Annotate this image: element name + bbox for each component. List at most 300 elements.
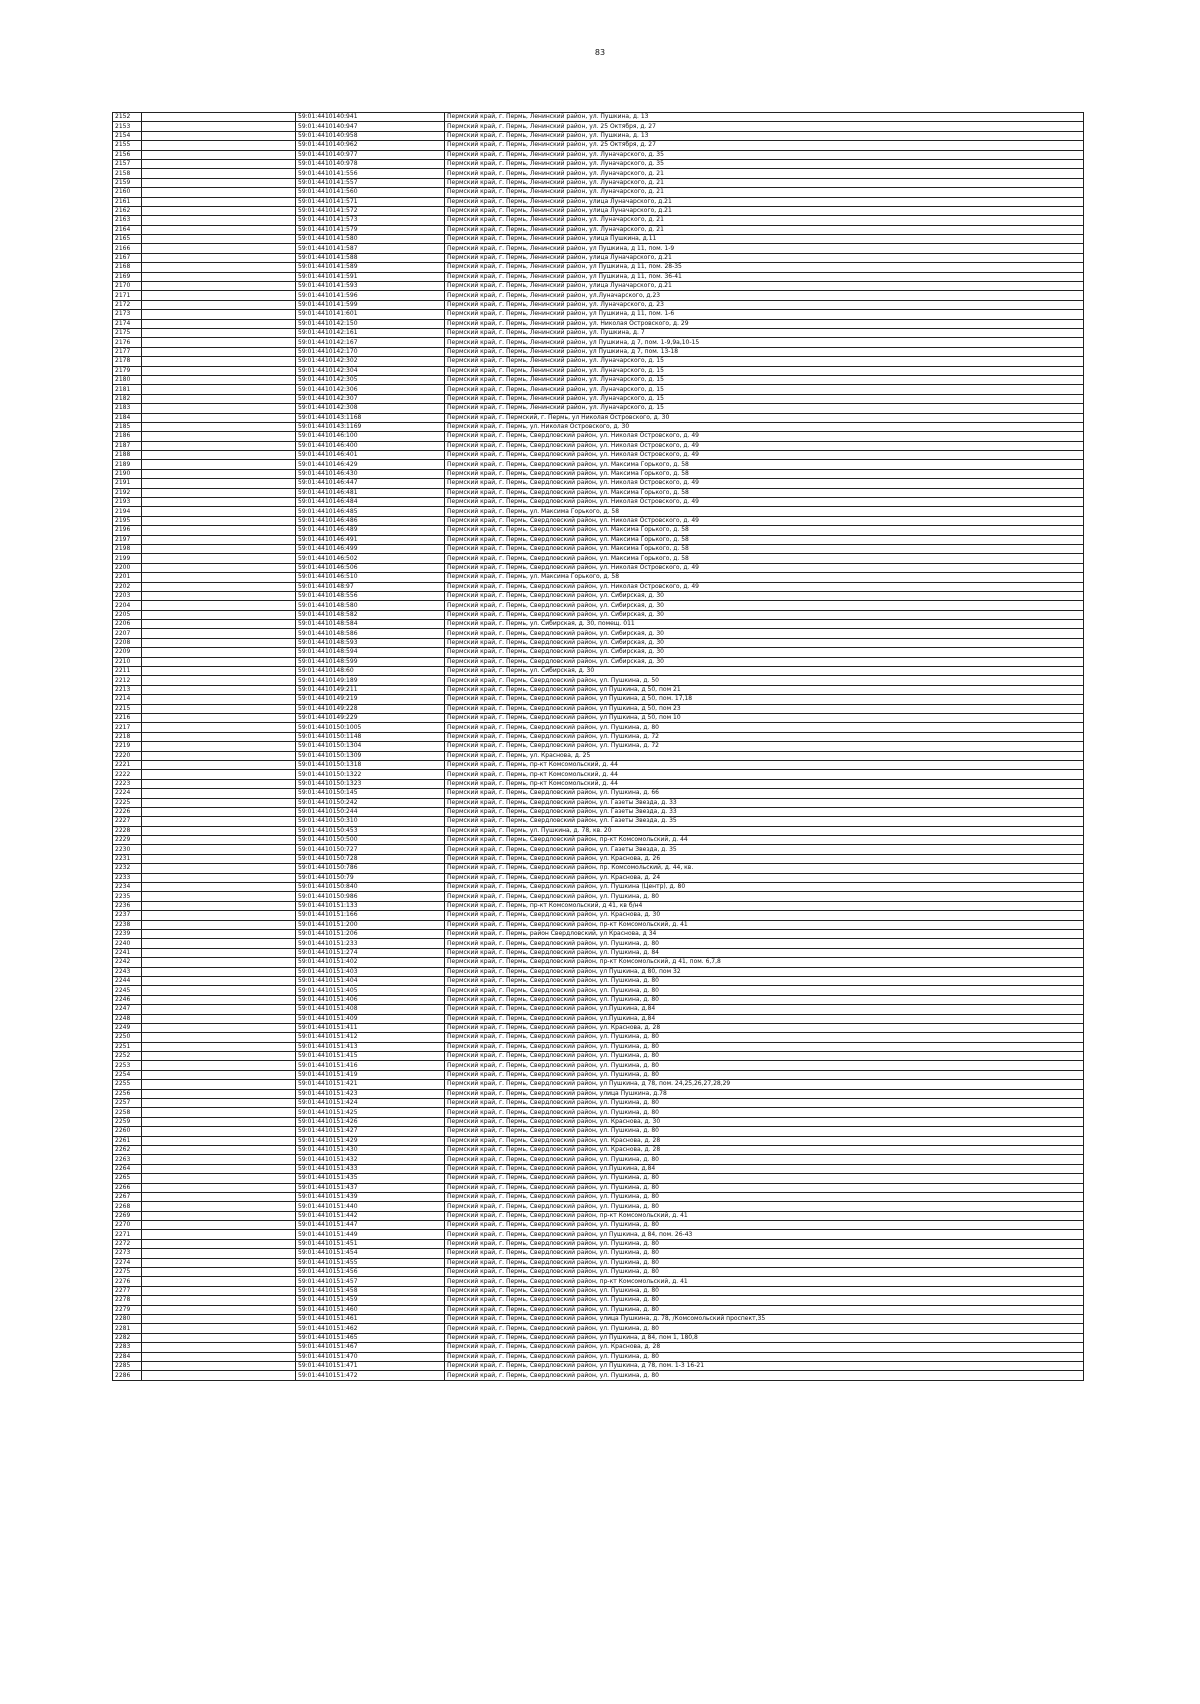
empty-cell (142, 516, 296, 525)
table-row (113, 394, 1084, 403)
address-cell: Пермский край, г. Пермь, Свердловский район, ул. Пушкина, д. 80 (445, 1239, 1084, 1248)
cadastral-number-cell: 59:01:4410142:306 (296, 385, 445, 394)
empty-cell (142, 1202, 296, 1211)
table-row (113, 751, 1084, 760)
address-cell: Пермский край, г. Пермь, Ленинский район, улица Луначарского, д.21 (445, 282, 1084, 291)
cadastral-number-cell: 59:01:4410150:500 (296, 836, 445, 845)
address-cell: Пермский край, г. Пермь, Свердловский район, ул. Пушкина, д. 80 (445, 1371, 1084, 1380)
address-cell: Пермский край, г. Пермь, Свердловский район, ул. Сибирская, д. 30 (445, 591, 1084, 600)
table-row (113, 1127, 1084, 1136)
empty-cell (142, 1371, 296, 1380)
cadastral-number-cell: 59:01:4410151:458 (296, 1286, 445, 1295)
table-row (113, 1371, 1084, 1380)
cadastral-number-cell: 59:01:4410150:310 (296, 817, 445, 826)
empty-cell (142, 535, 296, 544)
empty-cell (142, 1117, 296, 1126)
table-row (113, 1145, 1084, 1154)
table-row (113, 591, 1084, 600)
table-row (113, 413, 1084, 422)
address-cell: Пермский край, г. Пермь, Свердловский район, ул. Пушкина, д. 80 (445, 723, 1084, 732)
empty-cell (142, 479, 296, 488)
table-row (113, 695, 1084, 704)
address-cell: Пермский край, г. Пермь, Свердловский район, ул.Пушкина, д.84 (445, 1014, 1084, 1023)
row-number-cell: 2163 (113, 216, 142, 225)
row-number-cell: 2277 (113, 1286, 142, 1295)
cadastral-number-cell: 59:01:4410146:430 (296, 469, 445, 478)
table-row (113, 1192, 1084, 1201)
empty-cell (142, 1136, 296, 1145)
cadastral-number-cell: 59:01:4410151:427 (296, 1127, 445, 1136)
registry-table (112, 112, 1084, 1381)
empty-cell (142, 554, 296, 563)
table-row (113, 1023, 1084, 1032)
address-cell: Пермский край, г. Пермь, Свердловский район, ул. Пушкина, д. 72 (445, 732, 1084, 741)
table-row (113, 1277, 1084, 1286)
table-row (113, 638, 1084, 647)
cadastral-number-cell: 59:01:4410151:423 (296, 1089, 445, 1098)
row-number-cell: 2209 (113, 648, 142, 657)
row-number-cell: 2155 (113, 141, 142, 150)
cadastral-number-cell: 59:01:4410151:455 (296, 1258, 445, 1267)
table-row (113, 1052, 1084, 1061)
address-cell: Пермский край, г. Пермь, Свердловский район, ул. Николая Островского, д. 49 (445, 498, 1084, 507)
table-row (113, 1155, 1084, 1164)
empty-cell (142, 1286, 296, 1295)
table-row (113, 1305, 1084, 1314)
empty-cell (142, 488, 296, 497)
cadastral-number-cell: 59:01:4410150:1148 (296, 732, 445, 741)
empty-cell (142, 141, 296, 150)
empty-cell (142, 732, 296, 741)
cadastral-number-cell: 59:01:4410141:572 (296, 206, 445, 215)
cadastral-number-cell: 59:01:4410148:594 (296, 648, 445, 657)
row-number-cell: 2224 (113, 789, 142, 798)
row-number-cell: 2179 (113, 366, 142, 375)
row-number-cell: 2154 (113, 131, 142, 140)
address-cell: Пермский край, г. Пермь, Свердловский район, ул. Пушкина, д. 80 (445, 1258, 1084, 1267)
cadastral-number-cell: 59:01:4410151:233 (296, 939, 445, 948)
address-cell: Пермский край, г. Пермь, Ленинский район, улица Луначарского, д.21 (445, 206, 1084, 215)
row-number-cell: 2171 (113, 291, 142, 300)
empty-cell (142, 1164, 296, 1173)
cadastral-number-cell: 59:01:4410150:1322 (296, 770, 445, 779)
cadastral-number-cell: 59:01:4410151:461 (296, 1315, 445, 1324)
cadastral-number-cell: 59:01:4410140:978 (296, 159, 445, 168)
address-cell: Пермский край, г. Пермь, Свердловский район, ул.Пушкина, д.84 (445, 1005, 1084, 1014)
address-cell: Пермский край, г. Пермь, Свердловский район, ул. Пушкина, д. 84 (445, 948, 1084, 957)
address-cell: Пермский край, г. Пермь, Свердловский район, ул. Максима Горького, д. 58 (445, 469, 1084, 478)
address-cell: Пермский край, г. Пермь, Свердловский район, ул. Газеты Звезда, д. 33 (445, 807, 1084, 816)
table-row (113, 986, 1084, 995)
cadastral-number-cell: 59:01:4410146:502 (296, 554, 445, 563)
address-cell: Пермский край, г. Пермь, Свердловский район, ул.Пушкина, д.84 (445, 1164, 1084, 1173)
cadastral-number-cell: 59:01:4410151:435 (296, 1174, 445, 1183)
table-row (113, 1239, 1084, 1248)
cadastral-number-cell: 59:01:4410146:400 (296, 441, 445, 450)
empty-cell (142, 742, 296, 751)
empty-cell (142, 1211, 296, 1220)
table-row (113, 150, 1084, 159)
table-row (113, 1108, 1084, 1117)
address-cell: Пермский край, г. Пермь, Свердловский район, ул. Пушкина, д. 80 (445, 995, 1084, 1004)
row-number-cell: 2261 (113, 1136, 142, 1145)
empty-cell (142, 169, 296, 178)
cadastral-number-cell: 59:01:4410149:228 (296, 704, 445, 713)
cadastral-number-cell: 59:01:4410150:840 (296, 883, 445, 892)
table-row (113, 967, 1084, 976)
empty-cell (142, 1127, 296, 1136)
table-row (113, 601, 1084, 610)
row-number-cell: 2251 (113, 1042, 142, 1051)
address-cell: Пермский край, г. Пермь, Свердловский район, ул. Николая Островского, д. 49 (445, 441, 1084, 450)
cadastral-number-cell: 59:01:4410146:489 (296, 526, 445, 535)
empty-cell (142, 1230, 296, 1239)
row-number-cell: 2164 (113, 225, 142, 234)
table-row (113, 488, 1084, 497)
address-cell: Пермский край, г. Пермь, Ленинский район, ул Пушкина, д 7, пом. 1-9,9а,10-15 (445, 338, 1084, 347)
empty-cell (142, 760, 296, 769)
row-number-cell: 2160 (113, 188, 142, 197)
empty-cell (142, 422, 296, 431)
row-number-cell: 2192 (113, 488, 142, 497)
cadastral-number-cell: 59:01:4410151:454 (296, 1249, 445, 1258)
table-row (113, 676, 1084, 685)
empty-cell (142, 817, 296, 826)
table-row (113, 929, 1084, 938)
row-number-cell: 2196 (113, 526, 142, 535)
address-cell: Пермский край, г. Пермь, Свердловский район, ул. Сибирская, д. 30 (445, 601, 1084, 610)
empty-cell (142, 1033, 296, 1042)
row-number-cell: 2248 (113, 1014, 142, 1023)
empty-cell (142, 188, 296, 197)
cadastral-number-cell: 59:01:4410148:582 (296, 610, 445, 619)
row-number-cell: 2223 (113, 779, 142, 788)
row-number-cell: 2152 (113, 113, 142, 122)
cadastral-number-cell: 59:01:4410150:1005 (296, 723, 445, 732)
row-number-cell: 2199 (113, 554, 142, 563)
row-number-cell: 2271 (113, 1230, 142, 1239)
table-row (113, 958, 1084, 967)
empty-cell (142, 1192, 296, 1201)
row-number-cell: 2274 (113, 1258, 142, 1267)
cadastral-number-cell: 59:01:4410146:491 (296, 535, 445, 544)
cadastral-number-cell: 59:01:4410140:962 (296, 141, 445, 150)
row-number-cell: 2240 (113, 939, 142, 948)
table-row (113, 948, 1084, 957)
address-cell: Пермский край, г. Пермь, Ленинский район, улица Луначарского, д.21 (445, 253, 1084, 262)
table-row (113, 216, 1084, 225)
cadastral-number-cell: 59:01:4410146:485 (296, 507, 445, 516)
table-row (113, 779, 1084, 788)
table-row (113, 1211, 1084, 1220)
empty-cell (142, 310, 296, 319)
empty-cell (142, 1361, 296, 1370)
address-cell: Пермский край, г. Пермь, пр-кт Комсомольский, д. 44 (445, 770, 1084, 779)
table-row (113, 883, 1084, 892)
address-cell: Пермский край, г. Пермь, Ленинский район, ул. Луначарского, д. 23 (445, 300, 1084, 309)
row-number-cell: 2238 (113, 920, 142, 929)
row-number-cell: 2257 (113, 1099, 142, 1108)
cadastral-number-cell: 59:01:4410151:457 (296, 1277, 445, 1286)
empty-cell (142, 1333, 296, 1342)
table-row (113, 422, 1084, 431)
empty-cell (142, 657, 296, 666)
cadastral-number-cell: 59:01:4410151:471 (296, 1361, 445, 1370)
cadastral-number-cell: 59:01:4410151:402 (296, 958, 445, 967)
empty-cell (142, 1305, 296, 1314)
address-cell: Пермский край, г. Пермь, Ленинский район, ул. Луначарского, д. 35 (445, 159, 1084, 168)
empty-cell (142, 357, 296, 366)
table-row (113, 1042, 1084, 1051)
row-number-cell: 2177 (113, 347, 142, 356)
cadastral-number-cell: 59:01:4410151:470 (296, 1352, 445, 1361)
cadastral-number-cell: 59:01:4410149:229 (296, 714, 445, 723)
address-cell: Пермский край, г. Пермь, Свердловский район, ул Пушкина, д 84, пом. 26-43 (445, 1230, 1084, 1239)
address-cell: Пермский край, г. Пермь, Ленинский район, ул. Пушкина, д. 7 (445, 328, 1084, 337)
address-cell: Пермский край, г. Пермь, Ленинский район, улица Пушкина, д.11 (445, 235, 1084, 244)
row-number-cell: 2187 (113, 441, 142, 450)
row-number-cell: 2153 (113, 122, 142, 131)
empty-cell (142, 507, 296, 516)
row-number-cell: 2186 (113, 432, 142, 441)
row-number-cell: 2197 (113, 535, 142, 544)
row-number-cell: 2157 (113, 159, 142, 168)
table-row (113, 1014, 1084, 1023)
table-row (113, 742, 1084, 751)
address-cell: Пермский край, г. Пермь, Ленинский район, ул Пушкина, д 7, пом. 13-18 (445, 347, 1084, 356)
address-cell: Пермский край, г. Пермь, Свердловский район, ул. Газеты Звезда, д. 35 (445, 817, 1084, 826)
table-row (113, 901, 1084, 910)
table-row (113, 225, 1084, 234)
table-row (113, 291, 1084, 300)
empty-cell (142, 1315, 296, 1324)
address-cell: Пермский край, г. Пермь, Свердловский район, ул. Пушкина, д. 80 (445, 1221, 1084, 1230)
cadastral-number-cell: 59:01:4410143:1168 (296, 413, 445, 422)
address-cell: Пермский край, г. Пермь, ул. Сибирская, д. 30, помещ. 011 (445, 620, 1084, 629)
address-cell: Пермский край, г. Пермь, Свердловский район, ул. Пушкина, д. 80 (445, 1352, 1084, 1361)
address-cell: Пермский край, г. Пермь, Свердловский район, ул. Пушкина, д. 80 (445, 1108, 1084, 1117)
table-row (113, 1070, 1084, 1079)
table-row (113, 460, 1084, 469)
row-number-cell: 2165 (113, 235, 142, 244)
table-row (113, 892, 1084, 901)
cadastral-number-cell: 59:01:4410151:274 (296, 948, 445, 957)
cadastral-number-cell: 59:01:4410151:419 (296, 1070, 445, 1079)
cadastral-number-cell: 59:01:4410141:593 (296, 282, 445, 291)
row-number-cell: 2258 (113, 1108, 142, 1117)
address-cell: Пермский край, г. Пермь, Ленинский район, ул. Луначарского, д. 21 (445, 188, 1084, 197)
cadastral-number-cell: 59:01:4410151:465 (296, 1333, 445, 1342)
row-number-cell: 2236 (113, 901, 142, 910)
empty-cell (142, 1258, 296, 1267)
table-row (113, 648, 1084, 657)
table-row (113, 451, 1084, 460)
row-number-cell: 2227 (113, 817, 142, 826)
address-cell: Пермский край, г. Пермь, Свердловский район, ул. Николая Островского, д. 49 (445, 451, 1084, 460)
table-row (113, 723, 1084, 732)
table-row (113, 375, 1084, 384)
empty-cell (142, 375, 296, 384)
row-number-cell: 2205 (113, 610, 142, 619)
row-number-cell: 2244 (113, 976, 142, 985)
row-number-cell: 2217 (113, 723, 142, 732)
row-number-cell: 2266 (113, 1183, 142, 1192)
row-number-cell: 2264 (113, 1164, 142, 1173)
cadastral-number-cell: 59:01:4410146:447 (296, 479, 445, 488)
table-row (113, 1361, 1084, 1370)
row-number-cell: 2270 (113, 1221, 142, 1230)
address-cell: Пермский край, г. Пермь, Свердловский район, ул. Пушкина, д. 80 (445, 1127, 1084, 1136)
empty-cell (142, 798, 296, 807)
address-cell: Пермский край, г. Пермь, Свердловский район, ул. Максима Горького, д. 58 (445, 488, 1084, 497)
address-cell: Пермский край, г. Пермь, Свердловский район, ул. Пушкина, д. 80 (445, 1202, 1084, 1211)
address-cell: Пермский край, г. Пермь, Свердловский район, ул. Краснова, д. 28 (445, 1136, 1084, 1145)
cadastral-number-cell: 59:01:4410142:150 (296, 319, 445, 328)
empty-cell (142, 150, 296, 159)
row-number-cell: 2168 (113, 263, 142, 272)
row-number-cell: 2241 (113, 948, 142, 957)
table-row (113, 1202, 1084, 1211)
row-number-cell: 2252 (113, 1052, 142, 1061)
empty-cell (142, 1221, 296, 1230)
cadastral-number-cell: 59:01:4410148:580 (296, 601, 445, 610)
cadastral-number-cell: 59:01:4410148:599 (296, 657, 445, 666)
row-number-cell: 2175 (113, 328, 142, 337)
address-cell: Пермский край, г. Пермь, Свердловский район, ул. Газеты Звезда, д. 33 (445, 798, 1084, 807)
table-row (113, 1286, 1084, 1295)
cadastral-number-cell: 59:01:4410142:308 (296, 404, 445, 413)
address-cell: Пермский край, г. Пермь, Свердловский район, ул. Пушкина, д. 80 (445, 1183, 1084, 1192)
empty-cell (142, 413, 296, 422)
row-number-cell: 2166 (113, 244, 142, 253)
row-number-cell: 2253 (113, 1061, 142, 1070)
empty-cell (142, 1155, 296, 1164)
row-number-cell: 2172 (113, 300, 142, 309)
table-row (113, 526, 1084, 535)
empty-cell (142, 770, 296, 779)
cadastral-number-cell: 59:01:4410141:596 (296, 291, 445, 300)
empty-cell (142, 807, 296, 816)
table-row (113, 864, 1084, 873)
cadastral-number-cell: 59:01:4410150:986 (296, 892, 445, 901)
table-row (113, 282, 1084, 291)
cadastral-number-cell: 59:01:4410151:406 (296, 995, 445, 1004)
row-number-cell: 2182 (113, 394, 142, 403)
table-row (113, 131, 1084, 140)
empty-cell (142, 235, 296, 244)
row-number-cell: 2259 (113, 1117, 142, 1126)
empty-cell (142, 1352, 296, 1361)
table-row (113, 441, 1084, 450)
address-cell: Пермский край, г. Пермь, Свердловский район, ул. Краснова, д. 26 (445, 854, 1084, 863)
address-cell: Пермский край, г. Пермь, Свердловский район, улица Пушкина, д. 78, /Комсомольский проспект,35 (445, 1315, 1084, 1324)
table-row (113, 319, 1084, 328)
empty-cell (142, 526, 296, 535)
table-row (113, 338, 1084, 347)
row-number-cell: 2195 (113, 516, 142, 525)
address-cell: Пермский край, г. Пермь, Ленинский район, ул.Луначарского, д.23 (445, 291, 1084, 300)
row-number-cell: 2272 (113, 1239, 142, 1248)
row-number-cell: 2213 (113, 685, 142, 694)
cadastral-number-cell: 59:01:4410151:456 (296, 1268, 445, 1277)
empty-cell (142, 779, 296, 788)
address-cell: Пермский край, г. Пермь, Ленинский район, ул. Луначарского, д. 21 (445, 178, 1084, 187)
table-row (113, 854, 1084, 863)
row-number-cell: 2231 (113, 854, 142, 863)
table-row (113, 789, 1084, 798)
row-number-cell: 2214 (113, 695, 142, 704)
row-number-cell: 2220 (113, 751, 142, 760)
table-row (113, 113, 1084, 122)
address-cell: Пермский край, г. Пермь, Свердловский район, ул. Пушкина, д. 80 (445, 1061, 1084, 1070)
table-row (113, 1258, 1084, 1267)
empty-cell (142, 1324, 296, 1333)
empty-cell (142, 714, 296, 723)
cadastral-number-cell: 59:01:4410146:401 (296, 451, 445, 460)
empty-cell (142, 582, 296, 591)
address-cell: Пермский край, г. Пермь, Свердловский район, ул. Краснова, д. 28 (445, 1343, 1084, 1352)
address-cell: Пермский край, г. Пермь, Свердловский район, пр-кт Комсомольский, д. 44 (445, 836, 1084, 845)
address-cell: Пермский край, г. Пермь, Ленинский район, ул. Луначарского, д. 35 (445, 150, 1084, 159)
table-row (113, 807, 1084, 816)
row-number-cell: 2207 (113, 629, 142, 638)
address-cell: Пермский край, г. Пермь, Свердловский район, ул. Краснова, д. 30 (445, 911, 1084, 920)
empty-cell (142, 723, 296, 732)
table-row (113, 1315, 1084, 1324)
address-cell: Пермский край, г. Пермь, Свердловский район, ул. Николая Островского, д. 49 (445, 479, 1084, 488)
address-cell: Пермский край, г. Пермь, Свердловский район, пр-кт Комсомольский, д. 41 (445, 1211, 1084, 1220)
cadastral-number-cell: 59:01:4410151:206 (296, 929, 445, 938)
empty-cell (142, 131, 296, 140)
address-cell: Пермский край, г. Пермь, Свердловский район, пр-кт Комсомольский, д. 41 (445, 1277, 1084, 1286)
table-row (113, 836, 1084, 845)
table-row (113, 328, 1084, 337)
cadastral-number-cell: 59:01:4410150:244 (296, 807, 445, 816)
table-row (113, 1333, 1084, 1342)
row-number-cell: 2206 (113, 620, 142, 629)
table-row (113, 582, 1084, 591)
cadastral-number-cell: 59:01:4410151:472 (296, 1371, 445, 1380)
table-row (113, 404, 1084, 413)
address-cell: Пермский край, г. Пермь, Свердловский район, ул Пушкина, д 50, пом 23 (445, 704, 1084, 713)
row-number-cell: 2242 (113, 958, 142, 967)
empty-cell (142, 958, 296, 967)
row-number-cell: 2263 (113, 1155, 142, 1164)
table-row (113, 507, 1084, 516)
table-row (113, 432, 1084, 441)
table-row (113, 1296, 1084, 1305)
cadastral-number-cell: 59:01:4410141:560 (296, 188, 445, 197)
empty-cell (142, 338, 296, 347)
row-number-cell: 2268 (113, 1202, 142, 1211)
row-number-cell: 2203 (113, 591, 142, 600)
cadastral-number-cell: 59:01:4410150:453 (296, 826, 445, 835)
table-row (113, 770, 1084, 779)
cadastral-number-cell: 59:01:4410140:977 (296, 150, 445, 159)
row-number-cell: 2267 (113, 1192, 142, 1201)
row-number-cell: 2189 (113, 460, 142, 469)
empty-cell (142, 573, 296, 582)
cadastral-number-cell: 59:01:4410141:557 (296, 178, 445, 187)
empty-cell (142, 901, 296, 910)
cadastral-number-cell: 59:01:4410151:411 (296, 1023, 445, 1032)
row-number-cell: 2158 (113, 169, 142, 178)
empty-cell (142, 159, 296, 168)
empty-cell (142, 1070, 296, 1079)
address-cell: Пермский край, г. Пермь, Свердловский район, ул Пушкина, д 78, пом. 24,25,26,27,28,29 (445, 1080, 1084, 1089)
cadastral-number-cell: 59:01:4410151:409 (296, 1014, 445, 1023)
table-row (113, 826, 1084, 835)
